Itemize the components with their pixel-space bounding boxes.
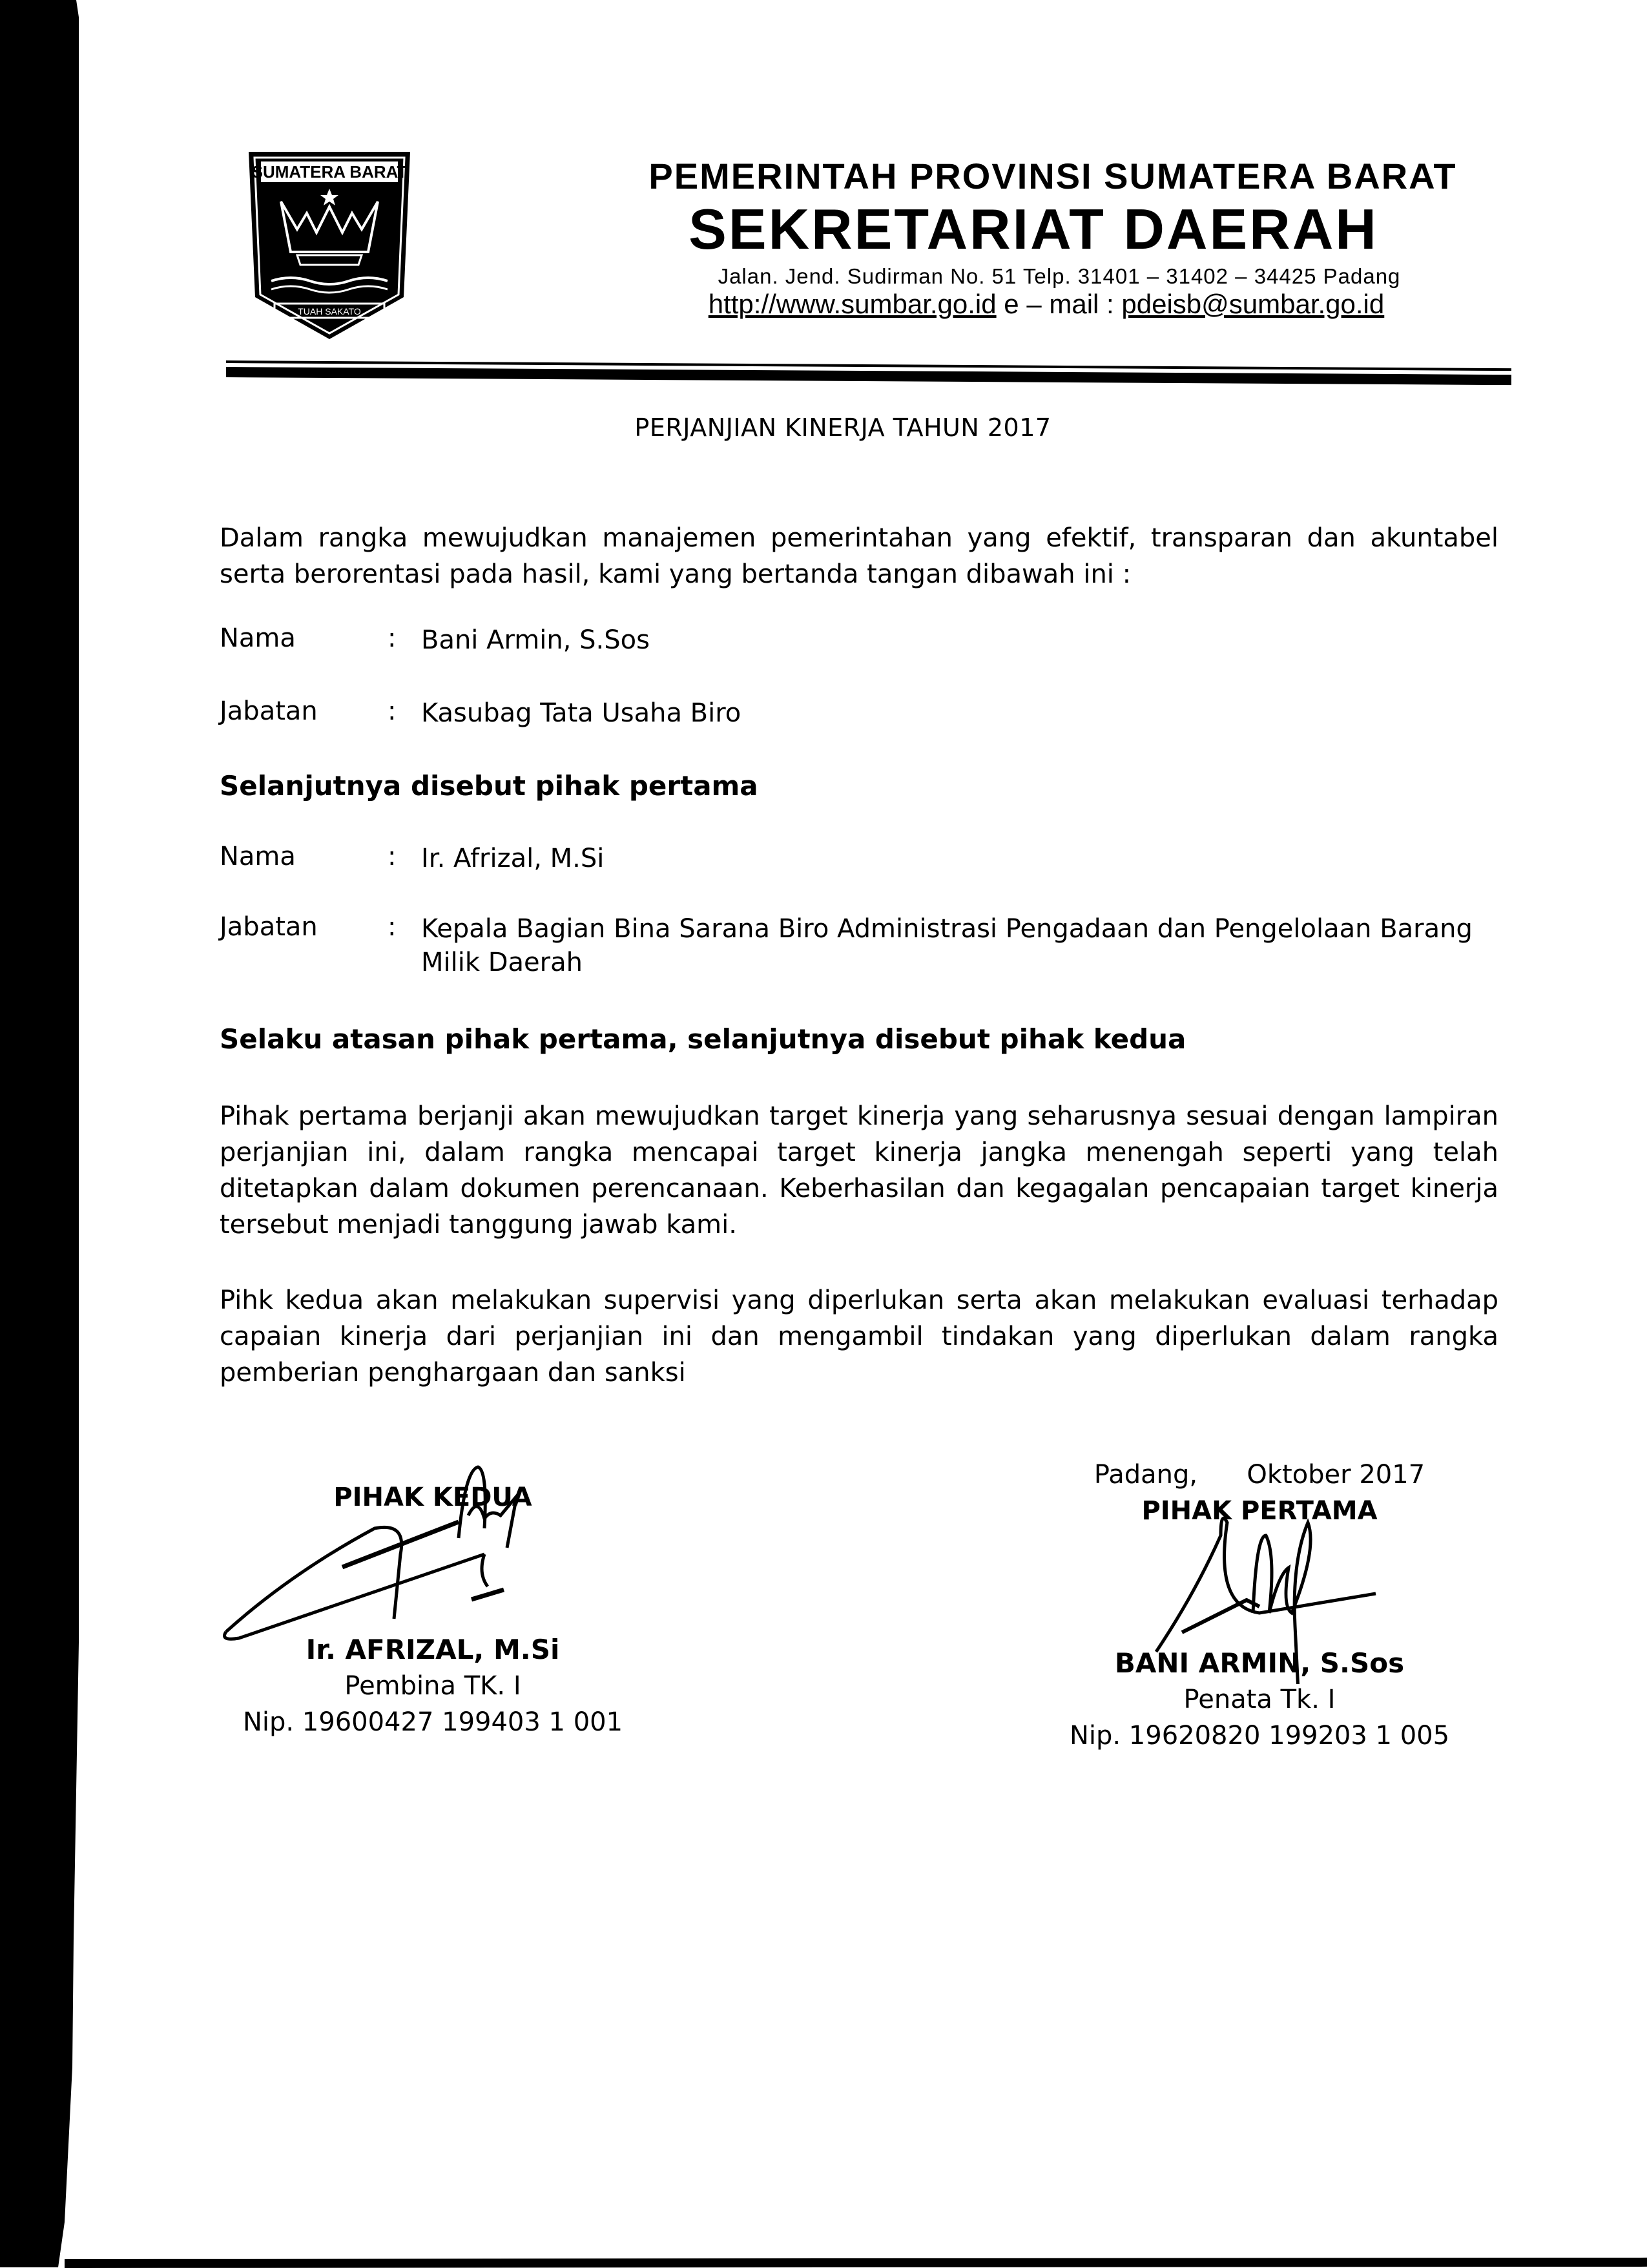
- letterhead: [239, 142, 1518, 355]
- supervision-paragraph: Pihk kedua akan melakukan supervisi yang diperlukan serta akan melakukan evaluasi terhadap capaian kinerja dari perjanjian ini dan mengambil tindakan yang diperlukan dalam rangka pemberian penghargaan dan sanksi: [220, 1285, 1498, 1388]
- signature-role: PIHAK PERTAMA: [1141, 1496, 1378, 1526]
- website-link[interactable]: http://www.sumbar.go.id: [708, 289, 997, 319]
- signatory-rank: Penata Tk. I: [1183, 1685, 1336, 1714]
- place-date: Padang, Oktober 2017: [1093, 1460, 1425, 1490]
- first-party-position: Kasubag Tata Usaha Biro: [421, 698, 741, 728]
- field-label: Jabatan: [220, 696, 318, 726]
- office-address: Jalan. Jend. Sudirman No. 51 Telp. 31401 – 31402 – 34425 Padang: [718, 264, 1401, 288]
- signatory-nip: Nip. 19600427 199403 1 001: [242, 1707, 623, 1737]
- scan-shadow-bottom: [65, 2258, 1647, 2268]
- field-label: Jabatan: [220, 912, 318, 942]
- signature-block-second-party: [239, 1479, 627, 1740]
- email-link[interactable]: pdeisb@sumbar.go.id: [1121, 289, 1385, 319]
- signature-area: [239, 1515, 627, 1632]
- second-party-name: Ir. Afrizal, M.Si: [421, 844, 605, 873]
- commitment-paragraph: Pihak pertama berjanji akan mewujudkan target kinerja yang seharusnya sesuai dengan lampiran perjanjian ini, dalam rangka mencapai target kinerja jangka menengah seperti yang telah ditetapkan dalam dokumen perencanaan. Keberhasilan dan kegagalan pencapaian target kinerja tersebut menjadi tanggung jawab kami.: [220, 1101, 1498, 1240]
- signature-area: [1066, 1529, 1453, 1645]
- field-colon: :: [388, 623, 397, 653]
- scan-shadow-left: [0, 0, 79, 2267]
- field-label: Nama: [220, 623, 296, 653]
- province-emblem-icon: [245, 149, 413, 342]
- signatory-rank: Pembina TK. I: [344, 1671, 521, 1701]
- first-party-position-row: [220, 696, 1506, 730]
- email-label: e – mail :: [996, 289, 1122, 319]
- intro-paragraph: Dalam rangka mewujudkan manajemen pemerintahan yang efektif, transparan dan akuntabel serta berorentasi pada hasil, kami yang bertanda tangan dibawah ini :: [220, 523, 1498, 589]
- svg-text:SUMATERA BARAT: SUMATERA BARAT: [251, 162, 408, 182]
- second-party-position: Kepala Bagian Bina Sarana Biro Administrasi Pengadaan dan Pengelolaan Barang Milik Daerah: [421, 914, 1473, 977]
- signatory-name: Ir. AFRIZAL, M.Si: [306, 1634, 560, 1665]
- field-colon: :: [388, 842, 397, 871]
- signature-role: PIHAK KEDUA: [333, 1483, 532, 1512]
- signature-block-first-party: [1066, 1457, 1453, 1754]
- first-party-designation: Selanjutnya disebut pihak pertama: [220, 770, 758, 802]
- field-colon: :: [388, 696, 397, 726]
- signatory-nip: Nip. 19620820 199203 1 005: [1069, 1721, 1450, 1751]
- field-colon: :: [388, 912, 397, 942]
- handwritten-signature-icon: [213, 1457, 614, 1651]
- contact-line: [581, 289, 1511, 320]
- government-name: PEMERINTAH PROVINSI SUMATERA BARAT: [648, 156, 1457, 196]
- svg-text:TUAH SAKATO: TUAH SAKATO: [298, 306, 361, 317]
- first-party-name: Bani Armin, S.Sos: [421, 625, 650, 655]
- second-party-name-row: [220, 842, 1506, 875]
- signatory-name: BANI ARMIN, S.Sos: [1114, 1647, 1405, 1679]
- office-name: SEKRETARIAT DAERAH: [689, 197, 1378, 261]
- field-label: Nama: [220, 842, 296, 871]
- second-party-designation: Selaku atasan pihak pertama, selanjutnya disebut pihak kedua: [220, 1023, 1186, 1055]
- handwritten-signature-icon: [1130, 1497, 1402, 1684]
- document-title: PERJANJIAN KINERJA TAHUN 2017: [634, 413, 1051, 442]
- first-party-name-row: [220, 623, 1506, 657]
- second-party-position-row: [220, 912, 1506, 979]
